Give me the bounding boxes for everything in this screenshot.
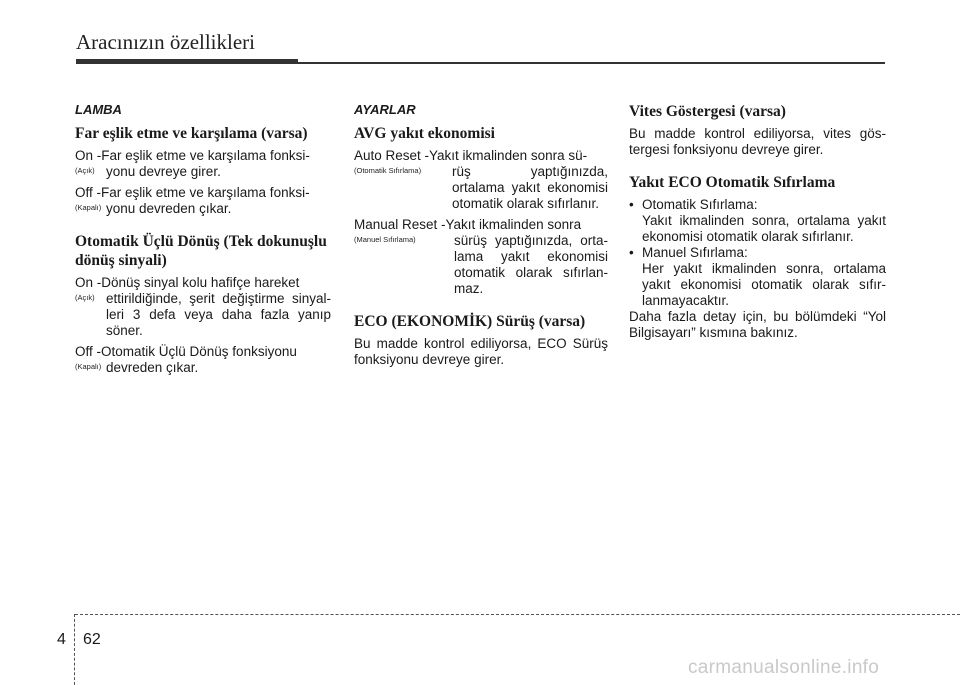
option-auto-reset-continued <box>354 164 608 212</box>
option-key: Auto Reset - <box>354 148 430 163</box>
option-on-2 <box>75 275 331 291</box>
option-text-continued: rüş yaptığınızda, ortalama yakıt ekonomisi otomatik olarak sıfırlanır. <box>452 164 608 211</box>
option-text: Yakıt ikmalinden sonra sü- <box>429 148 588 163</box>
section-label-lamba: LAMBA <box>75 102 122 117</box>
paragraph-gear: Bu madde kontrol ediliyorsa, vites gös-tergesi fonksiyonu devreye girer. <box>629 126 886 157</box>
paragraph-more-info: Daha fazla detay için, bu bölümdeki “Yol Bilgisayarı” kısmına bakınız. <box>629 309 886 340</box>
option-text: Far eşlik etme ve karşılama fonksi- <box>101 185 310 200</box>
option-manual-reset <box>354 217 608 233</box>
option-text-continued: sürüş yaptığınızda, orta-lama yakıt ekonomisi otomatik olarak sıfırlan-maz. <box>454 233 608 296</box>
bullet-text: Her yakıt ikmalinden sonra, ortalama yakıt ekonomisi otomatik olarak sıfır-lanmayacaktır. <box>642 261 886 308</box>
bullet-manual-reset <box>629 245 886 261</box>
column-right <box>629 102 886 341</box>
page-header-title: Aracınızın özellikleri <box>76 30 256 54</box>
option-text: Far eşlik etme ve karşılama fonksi- <box>101 148 310 163</box>
bullet-icon: • <box>629 197 634 212</box>
option-text-continued: devreden çıkar. <box>106 360 199 375</box>
option-sublabel: (Manuel Sıfırlama) <box>354 235 416 244</box>
option-text-continued: ettirildiğinde, şerit değiştirme sinyal-leri 3 defa veya daha fazla yanıp söner. <box>106 291 331 338</box>
option-text: Otomatik Üçlü Dönüş fonksiyonu <box>101 344 297 359</box>
option-on <box>75 148 331 164</box>
option-text: Dönüş sinyal kolu hafifçe hareket <box>101 275 300 290</box>
header-rule-thin <box>298 62 885 64</box>
option-sublabel: (Açık) <box>75 293 95 302</box>
option-sublabel: (Kapalı) <box>75 203 102 212</box>
column-left <box>75 102 331 376</box>
option-off <box>75 185 331 201</box>
heading-fuel-eco-reset: Yakıt ECO Otomatik Sıfırlama <box>629 174 836 191</box>
option-off-2-continued <box>75 360 331 376</box>
header-rule-thick <box>76 59 298 64</box>
option-sublabel: (Kapalı) <box>75 362 102 371</box>
watermark: carmanualsonline.info <box>688 657 880 678</box>
heading-escort-welcome: Far eşlik etme ve karşılama (varsa) <box>75 125 308 142</box>
option-key: On - <box>75 275 102 290</box>
option-key: Manual Reset - <box>354 217 446 232</box>
option-on-2-continued <box>75 291 331 339</box>
footer-rule <box>75 614 960 615</box>
section-label-ayarlar: AYARLAR <box>354 102 416 117</box>
heading-avg-fuel: AVG yakıt ekonomisi <box>354 125 495 142</box>
option-on-continued <box>75 164 331 180</box>
option-key: Off - <box>75 344 102 359</box>
option-auto-reset <box>354 148 608 164</box>
option-sublabel: (Açık) <box>75 166 95 175</box>
paragraph-eco: Bu madde kontrol ediliyorsa, ECO Sürüş fonksiyonu devreye girer. <box>354 336 608 367</box>
option-text: Yakıt ikmalinden sonra <box>445 217 582 232</box>
option-key: Off - <box>75 185 102 200</box>
option-key: On - <box>75 148 102 163</box>
option-off-continued <box>75 201 331 217</box>
heading-eco-drive: ECO (EKONOMİK) Sürüş (varsa) <box>354 313 586 330</box>
footer-vertical-rule <box>74 614 75 685</box>
option-text-continued: yonu devreye girer. <box>106 164 221 179</box>
bullet-label: Manuel Sıfırlama: <box>642 245 748 260</box>
option-off-2 <box>75 344 331 360</box>
bullet-icon: • <box>629 245 634 260</box>
option-manual-reset-continued <box>354 233 608 297</box>
option-text-continued: yonu devreden çıkar. <box>106 201 232 216</box>
chapter-number: 4 <box>57 631 66 648</box>
option-sublabel: (Otomatik Sıfırlama) <box>354 166 422 175</box>
heading-gear-indicator: Vites Göstergesi (varsa) <box>629 103 786 120</box>
heading-triple-turn: Otomatik Üçlü Dönüş (Tek dokunuşlu dönüş sinyali) <box>75 233 327 269</box>
page-number: 62 <box>83 631 101 648</box>
column-middle <box>354 102 608 368</box>
bullet-label: Otomatik Sıfırlama: <box>642 197 758 212</box>
bullet-auto-reset <box>629 197 886 213</box>
bullet-text: Yakıt ikmalinden sonra, ortalama yakıt ekonomisi otomatik olarak sıfırlanır. <box>642 213 886 244</box>
